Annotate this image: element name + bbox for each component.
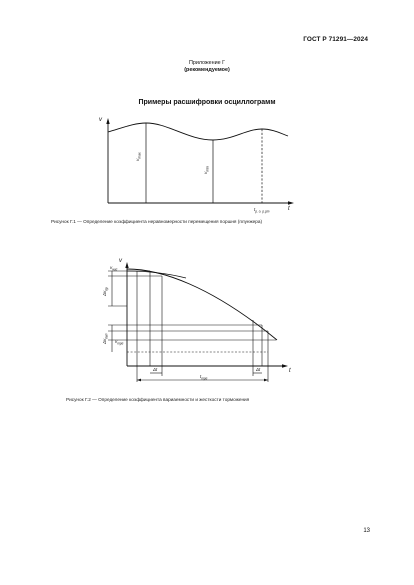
fig1-x-label: t: [288, 206, 290, 212]
page-number: 13: [363, 528, 370, 534]
fig2-dv-bot-label: $\Delta v_{пвп}$: [102, 333, 109, 344]
section-title: Примеры расшифровки осциллограмм: [138, 99, 276, 106]
fig2-ttotal-label: $t_{тре}$: [200, 374, 208, 381]
fig1-y-label: v: [99, 117, 102, 123]
fig2-dt-left-label: Δt: [153, 367, 158, 372]
figure-2-caption: Рисунок Г.2 — Определение коэффициента вариаемности и жесткости торможения: [66, 397, 250, 402]
figure-1-caption: Рисунок Г.1 — Определение коэффициента неравномерности перемещения поршня (плунжера): [51, 219, 263, 224]
fig2-curve-upper: [127, 269, 277, 340]
fig2-vnac-label: $v_{нас}$: [110, 265, 118, 272]
fig2-dt-right-label: Δt: [256, 367, 261, 372]
fig2-curve-lower: [127, 271, 186, 278]
fig2-ttotal-arrow-l: [137, 379, 141, 382]
fig2-x-arrow: [282, 364, 288, 367]
standard-header: ГОСТ Р 71291—2024: [303, 36, 368, 43]
fig2-dv-top-label: $\Delta v_{пр}$: [102, 287, 109, 296]
fig2-vbot-label: $v_{тре}$: [115, 339, 124, 346]
fig2-ttotal-arrow-r: [264, 379, 268, 382]
fig2-y-label: v: [119, 258, 122, 264]
fig1-tend-label: $t_{p. o. p.pm}$: [254, 207, 270, 214]
fig1-vmax-label: $v_{max}$: [135, 152, 142, 161]
annex-title: Приложение Г: [188, 60, 226, 66]
fig2-y-arrow: [125, 262, 128, 268]
annex-subtitle: (рекомендуемое): [184, 67, 230, 73]
fig2-x-label: t: [289, 368, 291, 374]
fig1-vmin-label: $v_{min}$: [203, 166, 210, 174]
